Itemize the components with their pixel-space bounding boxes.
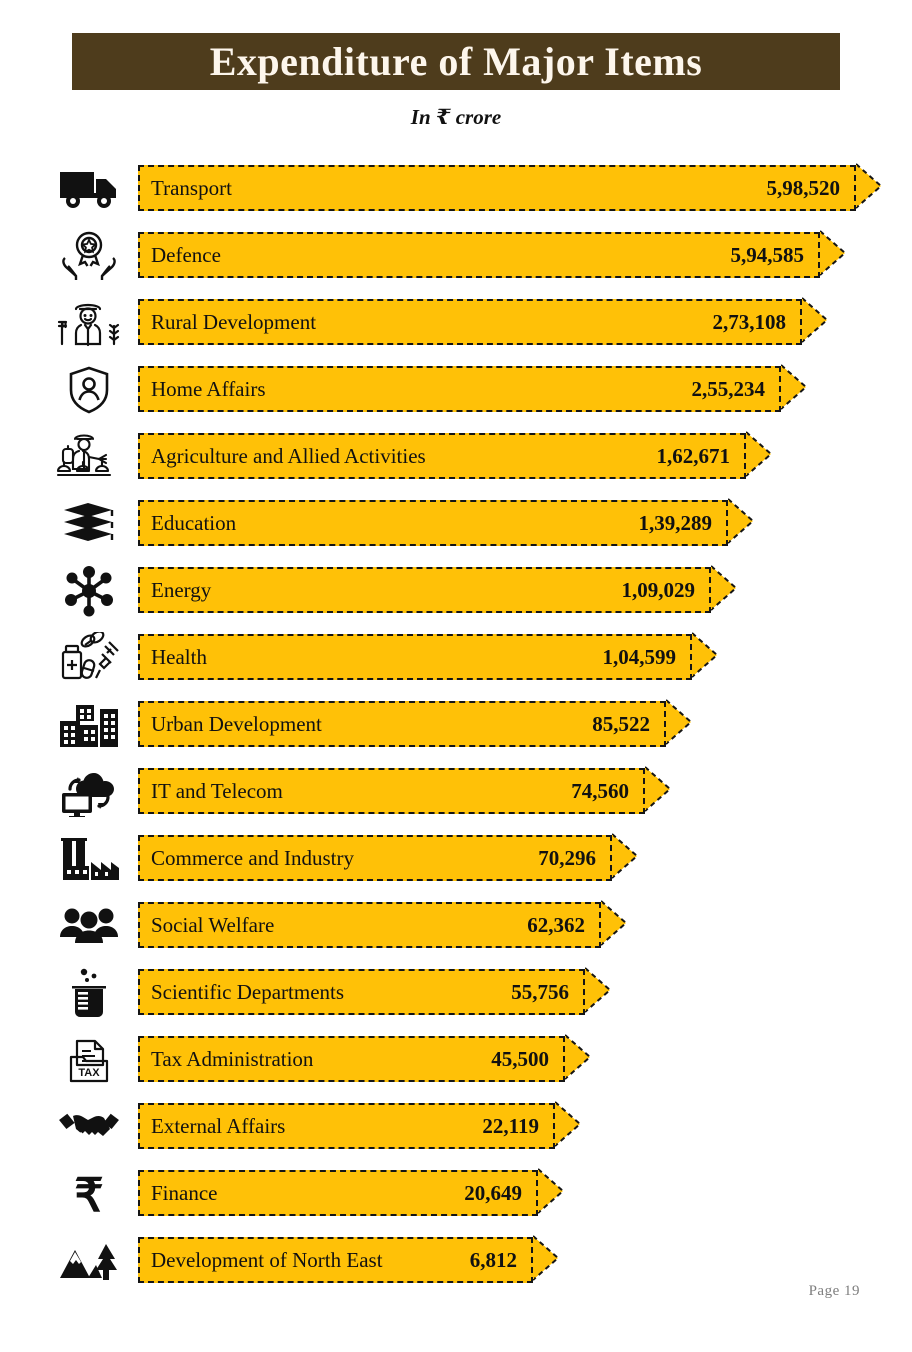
bar-arrow-tip bbox=[802, 297, 829, 343]
bar-value-label: 5,94,585 bbox=[730, 242, 804, 267]
bar-value-label: 74,560 bbox=[571, 778, 629, 803]
bar-arrow-tip bbox=[601, 900, 628, 946]
cloud-monitor-icon bbox=[47, 758, 131, 825]
bar-arrow-tip bbox=[565, 1034, 592, 1080]
bar-value-label: 20,649 bbox=[464, 1180, 522, 1205]
bar-value-label: 22,119 bbox=[482, 1113, 539, 1138]
bar-arrow bbox=[138, 902, 601, 948]
bar-arrow bbox=[138, 567, 711, 613]
bar-category-label: Agriculture and Allied Activities bbox=[151, 443, 426, 468]
bar-arrow-tip bbox=[746, 431, 773, 477]
energy-node-icon bbox=[47, 557, 131, 624]
page-number: Page 19 bbox=[808, 1283, 860, 1299]
bar-body bbox=[138, 1237, 533, 1283]
bar-arrow-tip bbox=[533, 1235, 560, 1281]
mountain-tree-icon bbox=[47, 1227, 131, 1294]
bar-value-label: 6,812 bbox=[469, 1247, 517, 1272]
bar-body bbox=[138, 165, 856, 211]
bar-value-label: 1,39,289 bbox=[638, 510, 712, 535]
expenditure-row bbox=[0, 1227, 912, 1294]
bar-category-label: Education bbox=[151, 510, 237, 535]
chart-subtitle: In ₹ crore bbox=[410, 105, 502, 129]
bar-category-label: Development of North East bbox=[151, 1247, 383, 1272]
expenditure-row bbox=[0, 691, 912, 758]
people-group-icon bbox=[47, 892, 131, 959]
factory-icon bbox=[47, 825, 131, 892]
bar-category-label: Commerce and Industry bbox=[151, 845, 354, 870]
award-hands-icon bbox=[47, 222, 131, 289]
medicine-icon bbox=[47, 624, 131, 691]
expenditure-row bbox=[0, 155, 912, 222]
handshake-icon bbox=[47, 1093, 131, 1160]
bar-value-label: 1,62,671 bbox=[656, 443, 730, 468]
expenditure-row bbox=[0, 1160, 912, 1227]
bar-arrow bbox=[138, 1170, 538, 1216]
buildings-icon bbox=[47, 691, 131, 758]
title-banner bbox=[72, 33, 840, 90]
bar-arrow bbox=[138, 1036, 565, 1082]
bar-arrow bbox=[138, 835, 612, 881]
bar-body bbox=[138, 433, 746, 479]
books-icon bbox=[47, 490, 131, 557]
beaker-icon bbox=[47, 959, 131, 1026]
bar-category-label: Defence bbox=[151, 242, 221, 267]
bar-arrow bbox=[138, 1237, 533, 1283]
bar-value-label: 85,522 bbox=[592, 711, 650, 736]
bar-arrow-tip bbox=[538, 1168, 565, 1214]
shield-person-icon bbox=[47, 356, 131, 423]
bar-arrow-tip bbox=[820, 230, 847, 276]
bar-value-label: 1,04,599 bbox=[602, 644, 676, 669]
expenditure-row bbox=[0, 892, 912, 959]
bar-arrow-tip bbox=[645, 766, 672, 812]
bar-body bbox=[138, 232, 820, 278]
bar-category-label: Rural Development bbox=[151, 309, 317, 334]
expenditure-row bbox=[0, 557, 912, 624]
expenditure-row bbox=[0, 624, 912, 691]
bar-body bbox=[138, 1036, 565, 1082]
bar-value-label: 70,296 bbox=[538, 845, 596, 870]
tax-document-icon bbox=[47, 1026, 131, 1093]
bar-arrow bbox=[138, 232, 820, 278]
expenditure-row bbox=[0, 423, 912, 490]
bar-category-label: Urban Development bbox=[151, 711, 322, 736]
bar-arrow bbox=[138, 433, 746, 479]
bar-arrow-tip bbox=[781, 364, 808, 410]
expenditure-bar-list bbox=[0, 155, 912, 1294]
crop-spray-icon bbox=[47, 423, 131, 490]
bar-body bbox=[138, 768, 645, 814]
bar-arrow bbox=[138, 165, 856, 211]
bar-category-label: Social Welfare bbox=[151, 912, 275, 937]
expenditure-row bbox=[0, 490, 912, 557]
bar-value-label: 5,98,520 bbox=[766, 175, 840, 200]
expenditure-row bbox=[0, 1026, 912, 1093]
bar-body bbox=[138, 366, 781, 412]
bar-arrow-tip bbox=[856, 163, 883, 209]
bar-body bbox=[138, 1170, 538, 1216]
bar-category-label: Tax Administration bbox=[151, 1046, 314, 1071]
truck-icon bbox=[47, 155, 131, 222]
bar-category-label: External Affairs bbox=[151, 1113, 286, 1138]
bar-body bbox=[138, 1103, 555, 1149]
bar-arrow-tip bbox=[555, 1101, 582, 1147]
farmer-icon bbox=[47, 289, 131, 356]
bar-value-label: 55,756 bbox=[511, 979, 569, 1004]
page-title: Expenditure of Major Items bbox=[209, 39, 703, 84]
bar-arrow bbox=[138, 969, 585, 1015]
bar-arrow bbox=[138, 1103, 555, 1149]
bar-arrow bbox=[138, 500, 728, 546]
bar-value-label: 2,55,234 bbox=[691, 376, 765, 401]
svg-text:TAX: TAX bbox=[78, 1066, 100, 1079]
bar-category-label: Scientific Departments bbox=[151, 979, 345, 1004]
bar-body bbox=[138, 500, 728, 546]
expenditure-row bbox=[0, 758, 912, 825]
bar-arrow-tip bbox=[711, 565, 738, 611]
svg-text:₹: ₹ bbox=[74, 1170, 104, 1217]
bar-arrow bbox=[138, 768, 645, 814]
expenditure-row bbox=[0, 959, 912, 1026]
bar-arrow-tip bbox=[585, 967, 612, 1013]
bar-category-label: Health bbox=[151, 644, 207, 669]
bar-body bbox=[138, 902, 601, 948]
bar-value-label: 45,500 bbox=[491, 1046, 549, 1071]
bar-arrow bbox=[138, 701, 666, 747]
bar-category-label: Home Affairs bbox=[151, 376, 266, 401]
bar-body bbox=[138, 299, 802, 345]
bar-body bbox=[138, 701, 666, 747]
bar-arrow-tip bbox=[612, 833, 639, 879]
expenditure-row bbox=[0, 222, 912, 289]
expenditure-row bbox=[0, 356, 912, 423]
bar-category-label: Transport bbox=[151, 175, 232, 200]
bar-value-label: 62,362 bbox=[527, 912, 585, 937]
bar-arrow-tip bbox=[728, 498, 755, 544]
bar-category-label: Finance bbox=[151, 1180, 218, 1205]
bar-arrow-tip bbox=[692, 632, 719, 678]
bar-arrow bbox=[138, 299, 802, 345]
expenditure-row bbox=[0, 825, 912, 892]
bar-body bbox=[138, 634, 692, 680]
bar-arrow bbox=[138, 366, 781, 412]
bar-body bbox=[138, 567, 711, 613]
expenditure-row bbox=[0, 1093, 912, 1160]
bar-category-label: IT and Telecom bbox=[151, 778, 283, 803]
bar-category-label: Energy bbox=[151, 577, 212, 602]
bar-arrow-tip bbox=[666, 699, 693, 745]
bar-body bbox=[138, 835, 612, 881]
bar-value-label: 2,73,108 bbox=[712, 309, 786, 334]
bar-body bbox=[138, 969, 585, 1015]
bar-arrow bbox=[138, 634, 692, 680]
expenditure-row bbox=[0, 289, 912, 356]
bar-value-label: 1,09,029 bbox=[621, 577, 695, 602]
rupee-icon bbox=[47, 1160, 131, 1227]
